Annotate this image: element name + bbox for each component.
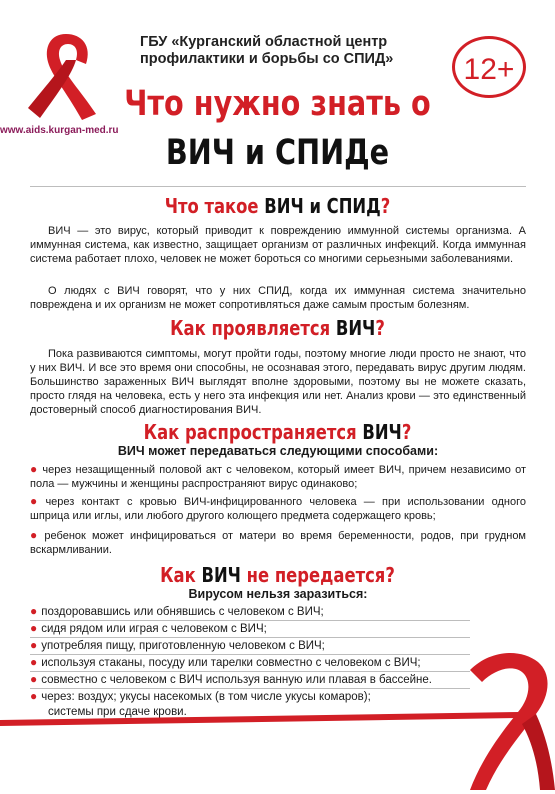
list-item: ● используя стаканы, посуду или тарелки совместно с человеком с ВИЧ; — [30, 655, 421, 669]
age-rating-badge: 12+ — [452, 36, 526, 98]
paragraph-manifest: Пока развиваются симптомы, могут пройти годы, поэтому многие люди просто не знают, что у них ВИЧ. И все это время они способны, не осознавая этого, передавать вирус другим людям. Большинство зараженных ВИЧ выглядят вполне здоровыми, поэтому вы не можете сказать, просто глядя на человека, есть у него эта инфекция или нет. Анализ крови — это единственный достоверный способ диагностирования ВИЧ. — [30, 348, 526, 416]
organization-name — [140, 34, 440, 68]
bullet-icon: ● — [30, 672, 38, 686]
main-title-line-1: Что нужно знать о — [124, 84, 431, 124]
divider-line — [30, 186, 526, 187]
section-title-manifest: Как проявляется ВИЧ? — [170, 316, 385, 340]
bullet-icon: ● — [30, 689, 38, 703]
paragraph-what-1: ВИЧ — это вирус, который приводит к повреждению иммунной системы организма. А иммунная система, как известно, защищает организм от различных инфекций. Когда иммунная система работает плохо, человек не может бороться со многими серьезными заболеваниями. — [30, 225, 526, 265]
list-item-continuation: системы при сдаче крови. — [48, 706, 187, 718]
bullet-icon: ● — [30, 494, 42, 508]
paragraph-what-2: О людях с ВИЧ говорят, что у них СПИД, когда их иммунная система значительно повреждена и их организм не может сопротивляться даже самым простым болезням. — [30, 285, 526, 311]
list-item: ● через незащищенный половой акт с человеком, который имеет ВИЧ, причем независимо от пола — мужчины и женщины распространяют вирус одинаково; — [30, 462, 526, 490]
list-item: ● поздоровавшись или обнявшись с человеком с ВИЧ; — [30, 604, 324, 618]
list-item: ● сидя рядом или играя с человеком с ВИЧ; — [30, 621, 267, 635]
list-item: ● употребляя пищу, приготовленную человеком с ВИЧ; — [30, 638, 325, 652]
list-item: ● ребенок может инфицироваться от матери во время беременности, родов, при грудном вскармливании. — [30, 528, 526, 556]
main-title-line-2: ВИЧ и СПИДе — [165, 133, 390, 173]
bullet-icon: ● — [30, 604, 38, 618]
bullet-icon: ● — [30, 638, 38, 652]
list-item: ● совместно с человеком с ВИЧ используя ванную или плавая в бассейне. — [30, 672, 432, 686]
bullet-icon: ● — [30, 462, 39, 476]
section-title-not-spread: Как ВИЧ не передается? — [160, 563, 395, 587]
org-line-1: ГБУ «Курганский областной центр — [140, 34, 388, 50]
list-item: ● через: воздух; укусы насекомых (в том числе укусы комаров); — [30, 689, 371, 703]
org-line-2: профилактики и борьбы со СПИД» — [140, 51, 394, 67]
not-spread-subtitle: Вирусом нельзя заразиться: — [188, 587, 368, 601]
bullet-icon: ● — [30, 621, 38, 635]
bullet-icon: ● — [30, 655, 38, 669]
spread-subtitle: ВИЧ может передаваться следующими способами: — [117, 444, 439, 458]
section-title-what-is: Что такое ВИЧ и СПИД? — [164, 194, 391, 218]
section-title-spread: Как распространяется ВИЧ? — [143, 420, 412, 444]
website-url[interactable]: www.aids.kurgan-med.ru — [0, 125, 119, 136]
list-item: ● через контакт с кровью ВИЧ-инфицированного человека — при использовании одного шприца или иглы, или любого другого колющего предмета содержащего кровь; — [30, 494, 527, 522]
bullet-icon: ● — [30, 528, 41, 542]
red-ribbon-decoration — [0, 640, 555, 794]
